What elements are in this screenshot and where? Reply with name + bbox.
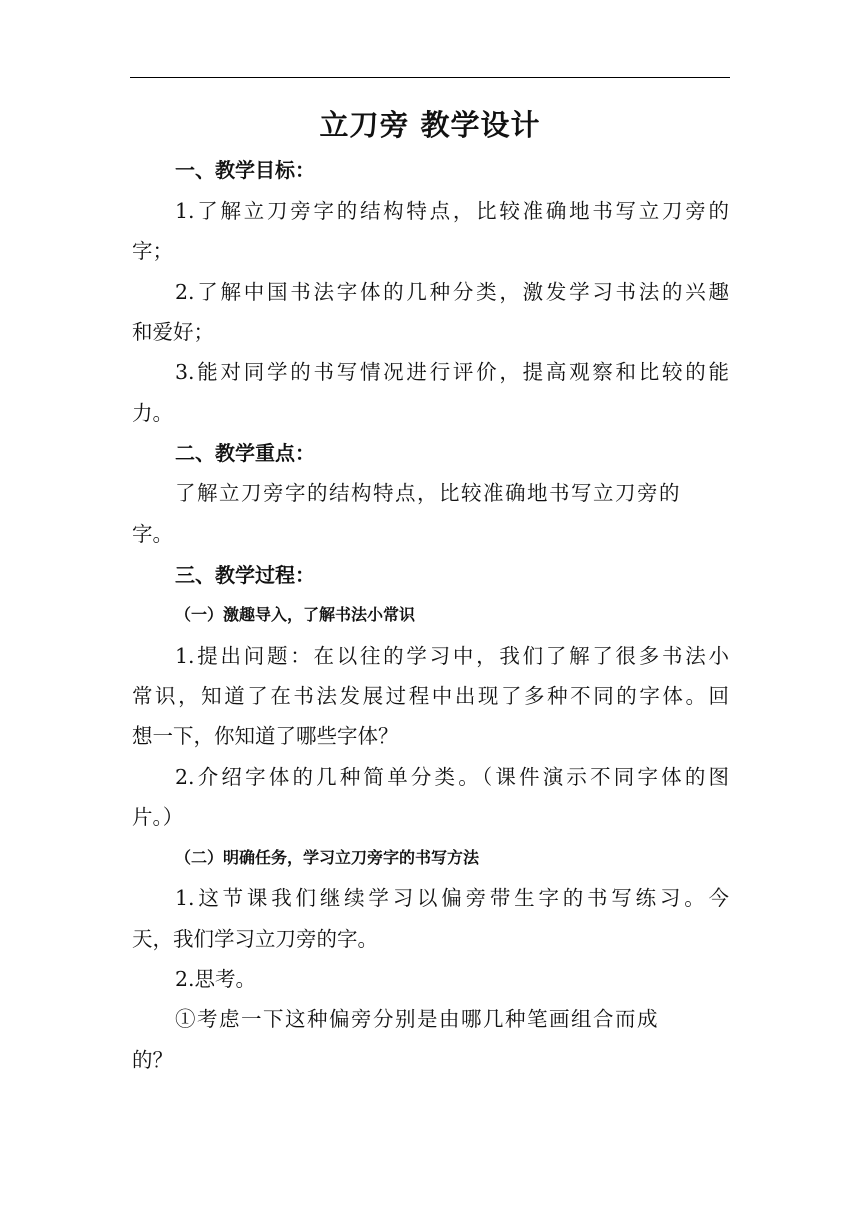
paragraph-line: ①考虑一下这种偏旁分别是由哪几种笔画组合而成: [175, 1007, 659, 1031]
paragraph-line: 字；: [132, 239, 173, 263]
paragraph-line: 1.提出问题：在以往的学习中，我们了解了很多书法小: [175, 644, 729, 668]
paragraph-line: 片。）: [132, 805, 184, 829]
paragraph-line: 1.了解立刀旁字的结构特点，比较准确地书写立刀旁的: [175, 199, 729, 223]
section-heading-process: 三、教学过程：: [175, 563, 315, 587]
header-rule: [130, 77, 730, 78]
paragraph-line: 1.这节课我们继续学习以偏旁带生字的书写练习。今: [175, 886, 729, 910]
subsection-heading-intro: （一）激趣导入，了解书法小常识: [175, 605, 416, 624]
page-title: 立刀旁 教学设计: [319, 108, 541, 142]
paragraph-line: 常识，知道了在书法发展过程中出现了多种不同的字体。回: [132, 684, 729, 708]
paragraph-line: 了解立刀旁字的结构特点，比较准确地书写立刀旁的: [175, 481, 681, 505]
paragraph-line: 3.能对同学的书写情况进行评价，提高观察和比较的能: [175, 360, 729, 384]
paragraph-line: 天，我们学习立刀旁的字。: [132, 927, 378, 951]
paragraph-line: 想一下，你知道了哪些字体？: [132, 724, 399, 748]
paragraph-line: 的？: [132, 1048, 173, 1072]
paragraph-line: 和爱好；: [132, 320, 214, 344]
section-heading-key-points: 二、教学重点：: [175, 441, 315, 465]
paragraph-line: 力。: [132, 401, 173, 425]
paragraph-line: 2.思考。: [175, 967, 257, 991]
subsection-heading-task: （二）明确任务，学习立刀旁字的书写方法: [175, 848, 480, 867]
paragraph-line: 字。: [132, 522, 173, 546]
section-heading-objectives: 一、教学目标：: [175, 158, 315, 182]
paragraph-line: 2.了解中国书法字体的几种分类，激发学习书法的兴趣: [175, 280, 729, 304]
paragraph-line: 2.介绍字体的几种简单分类。（课件演示不同字体的图: [175, 765, 729, 789]
